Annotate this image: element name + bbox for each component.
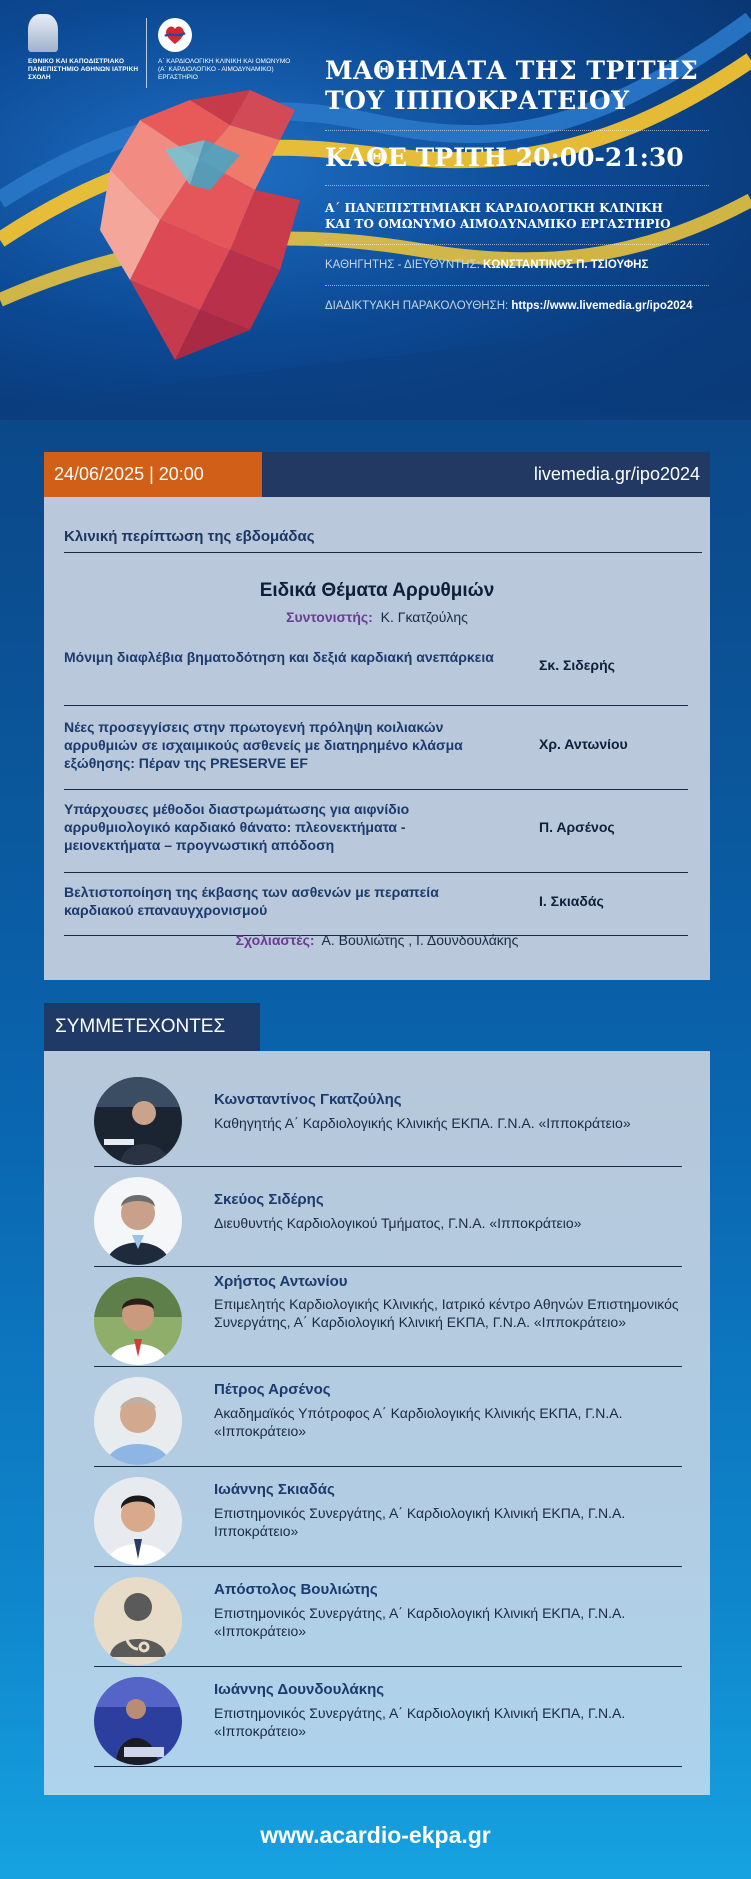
- moderator-name: Κ. Γκατζούλης: [380, 609, 468, 625]
- talk-speaker: Σκ. Σιδερής: [539, 657, 615, 673]
- avatar: [94, 1677, 182, 1765]
- clinic-name-line1: Α΄ ΠΑΝΕΠΙΣΤΗΜΙΑΚΗ ΚΑΡΔΙΟΛΟΓΙΚΗ ΚΛΙΝΙΚΗ: [325, 201, 663, 215]
- header-banner: [0, 0, 751, 420]
- main-title-line1: ΜΑΘΗΜΑΤΑ ΤΗΣ ΤΡΙΤΗΣ: [325, 56, 699, 85]
- participant-item: [94, 1167, 682, 1267]
- participant-role: Διευθυντής Καρδιολογικού Τμήματος, Γ.Ν.Α. «Ιπποκράτειο»: [214, 1215, 582, 1231]
- commentators-line: [44, 932, 710, 948]
- footer-website-link[interactable]: www.acardio-ekpa.gr: [260, 1822, 491, 1848]
- university-logo: [28, 14, 148, 82]
- avatar: [94, 1177, 182, 1265]
- clinic-name-line2: ΚΑΙ ΤΟ ΟΜΩΝΥΜΟ ΑΙΜΟΔΥΝΑΜΙΚΟ ΕΡΓΑΣΤΗΡΙΟ: [325, 217, 671, 231]
- participant-role: Επιμελητής Καρδιολογικής Κλινικής, Ιατρικό κέντρο Αθηνών Επιστημονικός Συνεργάτης, Α΄ Καρδιολογική Κλινική ΕΚΠΑ, Γ.Ν.Α. «Ιπποκράτειο»: [214, 1296, 679, 1330]
- participant-item: [94, 1367, 682, 1467]
- avatar: [94, 1377, 182, 1465]
- talk-item: [64, 873, 688, 936]
- participant-item: [94, 1267, 682, 1367]
- clinic-logo-text: Α΄ ΚΑΡΔΙΟΛΟΓΙΚΗ ΚΛΙΝΙΚΗ ΚΑΙ ΟΜΩΝΥΜΟ (Α΄ ΚΑΡΔΙΟΛΟΓΙΚΟ - ΑΙΜΟΔΥΝΑΜΙΚΟ) ΕΡΓΑΣΤΗΡΙΟ: [158, 58, 291, 81]
- doctor-placeholder-icon: [94, 1577, 182, 1665]
- talk-title: Υπάρχουσες μέθοδοι διαστρωμάτωσης για αιφνίδιο αρρυθμιολογικό καρδιακό θάνατο: πλεονεκτήματα - μειονεκτήματα – προγνωστική απόδοση: [64, 801, 410, 853]
- university-crest-icon: [28, 14, 58, 52]
- director-name: ΚΩΝΣΤΑΝΤΙΝΟΣ Π. ΤΣΙΟΥΦΗΣ: [482, 259, 649, 271]
- clinic-logo: [158, 18, 298, 82]
- avatar: [94, 1277, 182, 1365]
- divider: [325, 130, 709, 131]
- university-text: ΕΘΝΙΚΟ ΚΑΙ ΚΑΠΟΔΙΣΤΡΙΑΚΟ ΠΑΝΕΠΙΣΤΗΜΙΟ ΑΘΗΝΩΝ ΙΑΤΡΙΚΗ ΣΧΟΛΗ: [28, 58, 139, 81]
- participant-role: Επιστημονικός Συνεργάτης, Α΄ Καρδιολογική Κλινική ΕΚΠΑ, Γ.Ν.Α. «Ιπποκράτειο»: [214, 1705, 626, 1739]
- participant-name: Σκεύος Σιδέρης: [214, 1191, 324, 1208]
- schedule-text: ΚΑΘΕ ΤΡΙΤΗ 20:00-21:30: [325, 143, 684, 172]
- stream-label: ΔΙΑΔΙΚΤΥΑΚΗ ΠΑΡΑΚΟΛΟΥΘΗΣΗ:: [325, 300, 509, 312]
- participants-panel: [44, 1051, 710, 1795]
- participant-item: [94, 1067, 682, 1167]
- main-title-line2: ΤΟΥ ΙΠΠΟΚΡΑΤΕΙΟΥ: [325, 86, 630, 115]
- participant-role: Επιστημονικός Συνεργάτης, Α΄ Καρδιολογική Κλινική ΕΚΠΑ, Γ.Ν.Α. «Ιπποκράτειο»: [214, 1605, 626, 1639]
- participant-role: Ακαδημαϊκός Υπότροφος Α΄ Καρδιολογικής Κλινικής ΕΚΠΑ, Γ.Ν.Α. «Ιπποκράτειο»: [214, 1405, 623, 1439]
- program-bar: [44, 452, 710, 497]
- participant-name: Ιωάννης Δουνδουλάκης: [214, 1681, 385, 1698]
- date-badge: 24/06/2025 | 20:00: [44, 452, 262, 497]
- logo-divider: [146, 18, 147, 88]
- participant-role: Επιστημονικός Συνεργάτης, Α΄ Καρδιολογική Κλινική ΕΚΠΑ, Γ.Ν.Α. Ιπποκράτειο»: [214, 1505, 626, 1539]
- participant-name: Κωνσταντίνος Γκατζούλης: [214, 1091, 402, 1108]
- talk-title: Μόνιμη διαφλέβια βηματοδότηση και δεξιά καρδιακή ανεπάρκεια: [64, 649, 494, 665]
- divider: [64, 552, 702, 553]
- director-line: [325, 259, 725, 271]
- talk-speaker: Ι. Σκιαδάς: [539, 893, 604, 909]
- talk-speaker: Χρ. Αντωνίου: [539, 736, 628, 752]
- clinic-name: [325, 200, 725, 232]
- session-title: Ειδικά Θέματα Αρρυθμιών: [259, 580, 495, 601]
- polygon-heart-illustration: [80, 80, 310, 370]
- program-card: [44, 452, 710, 980]
- participant-role: Καθηγητής Α΄ Καρδιολογικής Κλινικής ΕΚΠΑ. Γ.Ν.Α. «Ιπποκράτειο»: [214, 1115, 631, 1131]
- commentators-names: Α. Βουλιώτης , Ι. Δουνδουλάκης: [321, 932, 519, 948]
- site-link[interactable]: livemedia.gr/ipo2024: [533, 464, 700, 484]
- participant-name: Πέτρος Αρσένος: [214, 1381, 331, 1398]
- participant-item: [94, 1667, 682, 1767]
- stream-url-link[interactable]: https://www.livemedia.gr/ipo2024: [511, 300, 693, 312]
- talk-title: Βελτιστοποίηση της έκβασης των ασθενών με περαπεία καρδιακού επαναυγχρονισμού: [64, 884, 439, 918]
- participant-name: Απόστολος Βουλιώτης: [214, 1581, 378, 1598]
- clinic-heart-logo-icon: [158, 18, 192, 52]
- divider: [325, 285, 709, 286]
- weekly-case-heading: Κλινική περίπτωση της εβδομάδας: [64, 528, 315, 545]
- director-label: ΚΑΘΗΓΗΤΗΣ - ΔΙΕΥΘΥΝΤΗΣ:: [325, 259, 480, 271]
- avatar: [94, 1477, 182, 1565]
- talk-speaker: Π. Αρσένος: [539, 819, 615, 835]
- participant-name: Χρήστος Αντωνίου: [214, 1273, 348, 1290]
- stream-line: [325, 300, 725, 312]
- moderator-line: [44, 609, 710, 625]
- talk-item: [64, 642, 688, 706]
- avatar: [94, 1077, 182, 1165]
- talk-title: Νέες προσεγγίσεις στην πρωτογενή πρόληψη κοιλιακών αρρυθμιών σε ισχαιμικούς ασθενείς με διατηρημένο κλάσμα εξώθησης: Πέραν της PRESERVE EF: [64, 719, 463, 771]
- commentators-label: Σχολιαστές:: [235, 932, 315, 948]
- title-block: [325, 56, 725, 326]
- divider: [325, 185, 709, 186]
- moderator-label: Συντονιστής:: [286, 609, 373, 625]
- participant-item: [94, 1467, 682, 1567]
- header-edge: [0, 395, 751, 420]
- talk-item: [64, 706, 688, 790]
- participant-item: [94, 1567, 682, 1667]
- participants-heading: ΣΥΜΜΕΤΕΧΟΝΤΕΣ: [44, 1003, 260, 1051]
- talk-item: [64, 790, 688, 873]
- participant-name: Ιωάννης Σκιαδάς: [214, 1481, 335, 1498]
- divider: [325, 244, 709, 245]
